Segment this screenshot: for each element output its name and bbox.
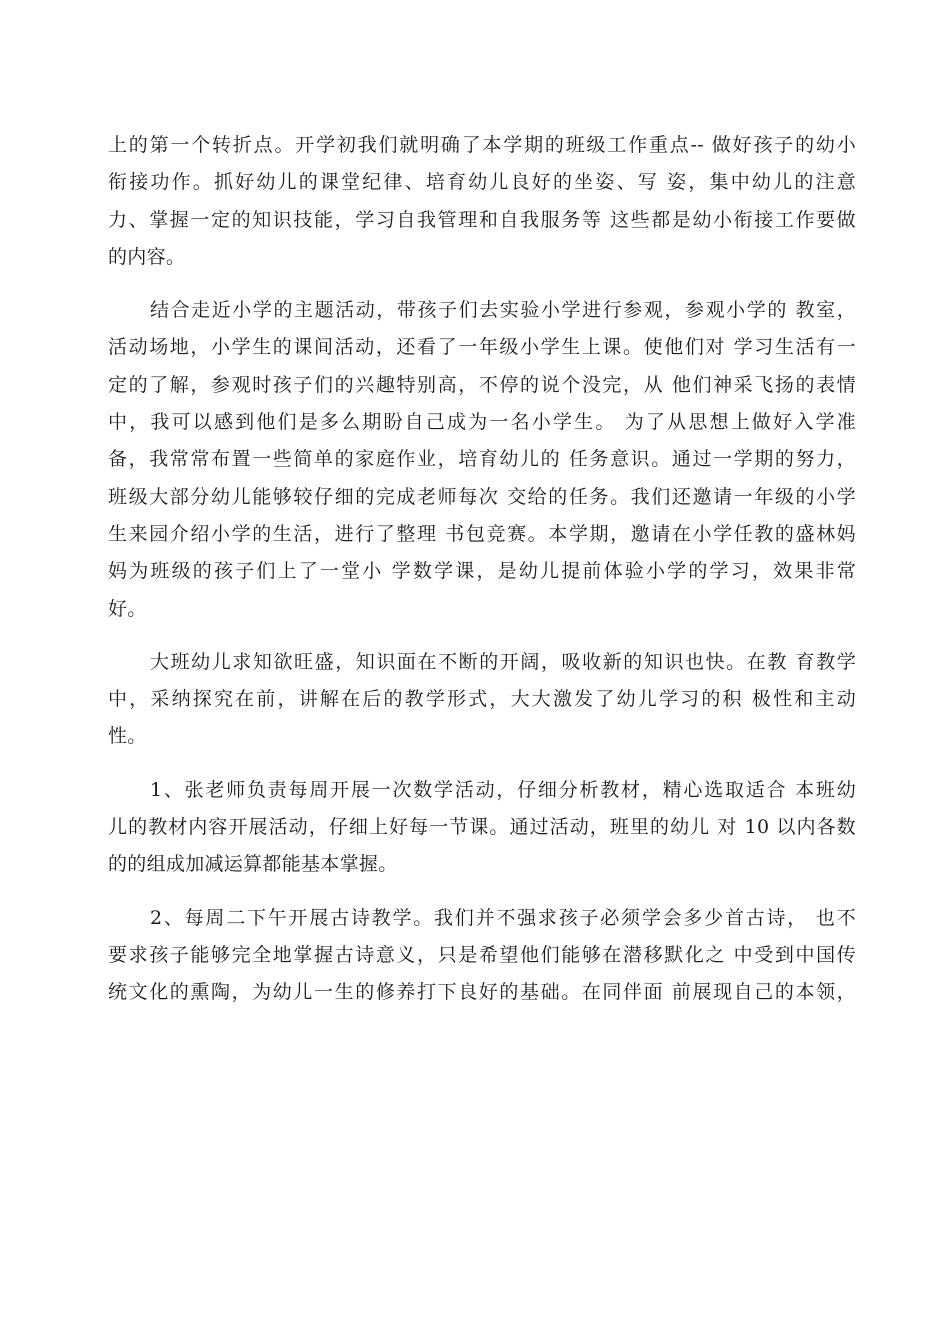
text-line: 力、掌握一定的知识技能，学习自我管理和自我服务等 这些都是幼小衔接工作要做 bbox=[108, 208, 856, 231]
text-line: 备，我常常布置一些简单的家庭作业，培育幼儿的 任务意识。通过一学期的努力， bbox=[108, 448, 856, 471]
paragraph-5 bbox=[108, 900, 856, 1012]
paragraph-gap bbox=[108, 276, 856, 292]
text-line: 上的第一个转折点。开学初我们就明确了本学期的班级工作重点-- 做好孩子的幼小 bbox=[108, 134, 856, 156]
paragraph-gap bbox=[108, 756, 856, 772]
paragraph-gap bbox=[108, 628, 856, 644]
text-line: 结合走近小学的主题活动，带孩子们去实验小学进行参观，参观小学的 教室， bbox=[150, 299, 856, 322]
text-line: 妈为班级的孩子们上了一堂小 学数学课，是幼儿提前体验小学的学习，效果非常 bbox=[108, 560, 856, 583]
text-line: 好。 bbox=[108, 597, 147, 620]
paragraph-3 bbox=[108, 644, 856, 756]
text-line: 统文化的熏陶，为幼儿一生的修养打下良好的基础。在同伴面 前展现自己的本领， bbox=[108, 981, 856, 1004]
text-line: 2、每周二下午开展古诗教学。我们并不强求孩子必须学会多少首古诗， 也不 bbox=[150, 906, 856, 929]
text-line: 班级大部分幼儿能够较仔细的完成老师每次 交给的任务。我们还邀请一年级的小学 bbox=[108, 485, 856, 508]
text-line: 中，采纳探究在前，讲解在后的教学形式，大大激发了幼儿学习的积 极性和主动 bbox=[108, 688, 856, 711]
text-line: 中，我可以感到他们是多么期盼自己成为一名小学生。 为了从思想上做好入学准 bbox=[108, 411, 856, 434]
text-line: 活动场地，小学生的课间活动，还看了一年级小学生上课。使他们对 学习生活有一 bbox=[108, 336, 856, 359]
text-line: 的内容。 bbox=[108, 245, 186, 268]
paragraph-2 bbox=[108, 292, 856, 628]
text-line: 1、张老师负责每周开展一次数学活动，仔细分析教材，精心选取适合 本班幼 bbox=[150, 778, 856, 801]
document-body bbox=[108, 127, 856, 1012]
paragraph-4 bbox=[108, 772, 856, 884]
text-line: 性。 bbox=[108, 725, 147, 748]
text-line: 的的组成加减运算都能基本掌握。 bbox=[108, 853, 398, 876]
text-line: 要求孩子能够完全地掌握古诗意义，只是希望他们能够在潜移默化之 中受到中国传 bbox=[108, 943, 856, 966]
paragraph-1 bbox=[108, 127, 856, 276]
text-line: 儿的教材内容开展活动，仔细上好每一节课。通过活动，班里的幼儿 对 10 以内各数 bbox=[108, 816, 856, 839]
text-line: 生来园介绍小学的生活，进行了整理 书包竞赛。本学期，邀请在小学任教的盛林妈 bbox=[108, 522, 856, 545]
text-line: 定的了解，参观时孩子们的兴趣特别高，不停的说个没完，从 他们神采飞扬的表情 bbox=[108, 373, 856, 396]
text-line: 大班幼儿求知欲旺盛，知识面在不断的开阔，吸收新的知识也快。在教 育教学 bbox=[150, 650, 856, 673]
paragraph-gap bbox=[108, 884, 856, 900]
text-line: 衔接功作。抓好幼儿的课堂纪律、培育幼儿良好的坐姿、写 姿，集中幼儿的注意 bbox=[108, 171, 856, 194]
